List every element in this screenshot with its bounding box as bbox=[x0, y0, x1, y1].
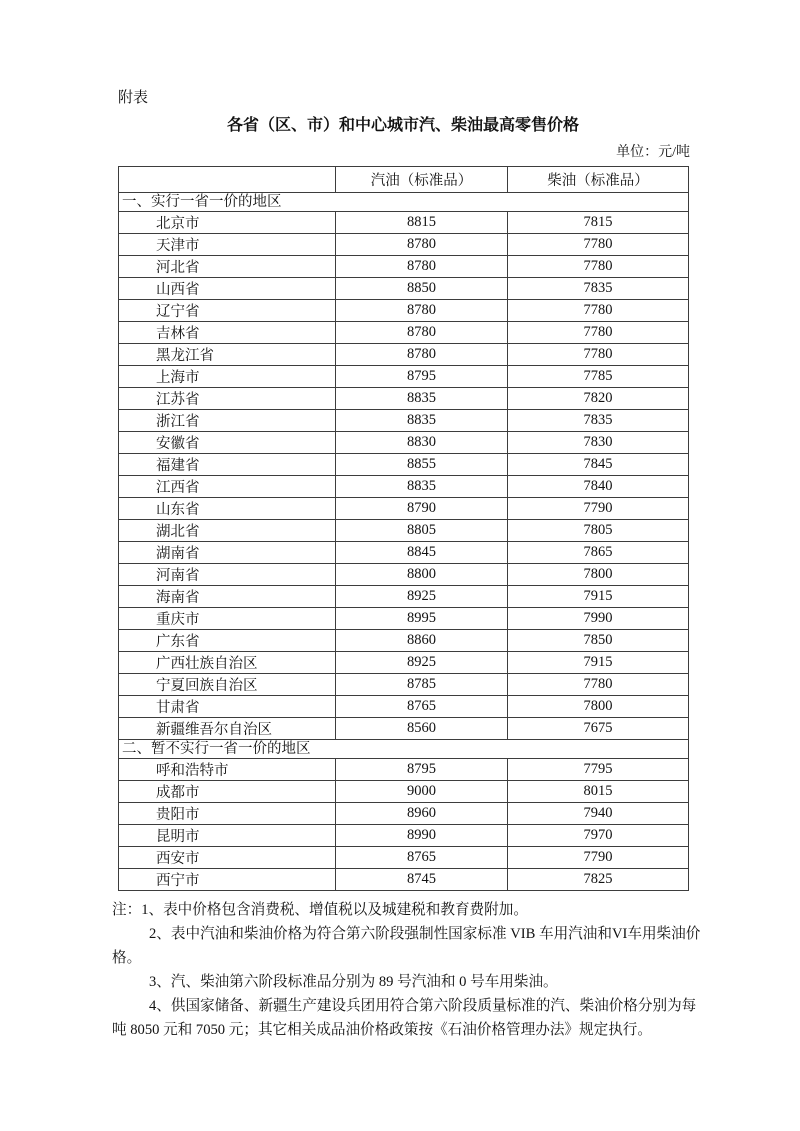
unit-label: 单位：元/吨 bbox=[616, 145, 690, 160]
diesel-price-cell: 7780 bbox=[508, 234, 689, 256]
diesel-price-cell: 7970 bbox=[508, 825, 689, 847]
diesel-price-cell: 7915 bbox=[508, 652, 689, 674]
region-cell: 昆明市 bbox=[119, 825, 336, 847]
region-cell: 西安市 bbox=[119, 847, 336, 869]
note-line: 吨 8050 元和 7050 元；其它相关成品油价格政策按《石油价格管理办法》规定执行。 bbox=[112, 1022, 652, 1038]
region-cell: 海南省 bbox=[119, 586, 336, 608]
region-cell: 北京市 bbox=[119, 212, 336, 234]
gasoline-price-cell: 8850 bbox=[336, 278, 508, 300]
diesel-price-cell: 7805 bbox=[508, 520, 689, 542]
table-row bbox=[119, 586, 689, 608]
diesel-column-header: 柴油（标准品） bbox=[508, 167, 689, 193]
table-row bbox=[119, 847, 689, 869]
diesel-price-cell: 7825 bbox=[508, 869, 689, 891]
table-row bbox=[119, 718, 689, 740]
diesel-price-cell: 7780 bbox=[508, 322, 689, 344]
region-cell: 贵阳市 bbox=[119, 803, 336, 825]
gasoline-price-cell: 8780 bbox=[336, 322, 508, 344]
table-row bbox=[119, 696, 689, 718]
gasoline-price-cell: 8780 bbox=[336, 300, 508, 322]
region-cell: 辽宁省 bbox=[119, 300, 336, 322]
note-line: 3、汽、柴油第六阶段标准品分别为 89 号汽油和 0 号车用柴油。 bbox=[149, 974, 558, 990]
diesel-price-cell: 7780 bbox=[508, 300, 689, 322]
region-cell: 宁夏回族自治区 bbox=[119, 674, 336, 696]
note-line: 4、供国家储备、新疆生产建设兵团用符合第六阶段质量标准的汽、柴油价格分别为每 bbox=[149, 998, 697, 1014]
region-cell: 湖南省 bbox=[119, 542, 336, 564]
gasoline-price-cell: 8780 bbox=[336, 256, 508, 278]
region-cell: 黑龙江省 bbox=[119, 344, 336, 366]
gasoline-price-cell: 8835 bbox=[336, 410, 508, 432]
diesel-price-cell: 7850 bbox=[508, 630, 689, 652]
region-cell: 河北省 bbox=[119, 256, 336, 278]
gasoline-price-cell: 8780 bbox=[336, 344, 508, 366]
table-row bbox=[119, 759, 689, 781]
diesel-price-cell: 7830 bbox=[508, 432, 689, 454]
table-row bbox=[119, 388, 689, 410]
gasoline-price-cell: 8790 bbox=[336, 498, 508, 520]
gasoline-price-cell: 8845 bbox=[336, 542, 508, 564]
table-row bbox=[119, 278, 689, 300]
table-row bbox=[119, 322, 689, 344]
gasoline-price-cell: 8855 bbox=[336, 454, 508, 476]
gasoline-price-cell: 8815 bbox=[336, 212, 508, 234]
region-cell: 江西省 bbox=[119, 476, 336, 498]
table-row bbox=[119, 476, 689, 498]
diesel-price-cell: 7800 bbox=[508, 696, 689, 718]
table-row bbox=[119, 652, 689, 674]
diesel-price-cell: 7780 bbox=[508, 674, 689, 696]
gasoline-price-cell: 8805 bbox=[336, 520, 508, 542]
diesel-price-cell: 7840 bbox=[508, 476, 689, 498]
table-row bbox=[119, 630, 689, 652]
diesel-price-cell: 7780 bbox=[508, 344, 689, 366]
price-table-body bbox=[119, 193, 689, 891]
table-row bbox=[119, 564, 689, 586]
gasoline-price-cell: 8765 bbox=[336, 847, 508, 869]
diesel-price-cell: 7795 bbox=[508, 759, 689, 781]
diesel-price-cell: 7915 bbox=[508, 586, 689, 608]
region-cell: 福建省 bbox=[119, 454, 336, 476]
notes-section bbox=[112, 898, 712, 1042]
document-content bbox=[112, 88, 712, 1042]
gasoline-price-cell: 8990 bbox=[336, 825, 508, 847]
section-header-cell: 一、实行一省一价的地区 bbox=[119, 193, 689, 212]
note-line: 注：1、表中价格包含消费税、增值税以及城建税和教育费附加。 bbox=[112, 902, 528, 918]
table-row bbox=[119, 410, 689, 432]
diesel-price-cell: 8015 bbox=[508, 781, 689, 803]
appendix-label: 附表 bbox=[118, 90, 149, 106]
gasoline-price-cell: 8795 bbox=[336, 366, 508, 388]
table-header-row bbox=[119, 167, 689, 193]
gasoline-price-cell: 8925 bbox=[336, 652, 508, 674]
diesel-price-cell: 7675 bbox=[508, 718, 689, 740]
gasoline-price-cell: 8835 bbox=[336, 388, 508, 410]
region-cell: 河南省 bbox=[119, 564, 336, 586]
gasoline-price-cell: 8925 bbox=[336, 586, 508, 608]
region-cell: 甘肃省 bbox=[119, 696, 336, 718]
table-row bbox=[119, 674, 689, 696]
table-row bbox=[119, 542, 689, 564]
region-cell: 广东省 bbox=[119, 630, 336, 652]
region-cell: 上海市 bbox=[119, 366, 336, 388]
gasoline-price-cell: 9000 bbox=[336, 781, 508, 803]
section-header-cell: 二、暂不实行一省一价的地区 bbox=[119, 740, 689, 759]
diesel-price-cell: 7820 bbox=[508, 388, 689, 410]
table-row bbox=[119, 344, 689, 366]
gasoline-column-header: 汽油（标准品） bbox=[336, 167, 508, 193]
diesel-price-cell: 7865 bbox=[508, 542, 689, 564]
table-row bbox=[119, 300, 689, 322]
table-row bbox=[119, 432, 689, 454]
gasoline-price-cell: 8830 bbox=[336, 432, 508, 454]
table-row bbox=[119, 256, 689, 278]
gasoline-price-cell: 8860 bbox=[336, 630, 508, 652]
section-header-row bbox=[119, 740, 689, 759]
region-cell: 山东省 bbox=[119, 498, 336, 520]
region-column-header bbox=[119, 167, 336, 193]
region-cell: 浙江省 bbox=[119, 410, 336, 432]
gasoline-price-cell: 8795 bbox=[336, 759, 508, 781]
table-row bbox=[119, 366, 689, 388]
region-cell: 呼和浩特市 bbox=[119, 759, 336, 781]
region-cell: 成都市 bbox=[119, 781, 336, 803]
diesel-price-cell: 7780 bbox=[508, 256, 689, 278]
note-line: 格。 bbox=[112, 950, 142, 966]
table-row bbox=[119, 803, 689, 825]
diesel-price-cell: 7990 bbox=[508, 608, 689, 630]
diesel-price-cell: 7835 bbox=[508, 278, 689, 300]
region-cell: 江苏省 bbox=[119, 388, 336, 410]
table-row bbox=[119, 825, 689, 847]
gasoline-price-cell: 8800 bbox=[336, 564, 508, 586]
diesel-price-cell: 7790 bbox=[508, 498, 689, 520]
region-cell: 湖北省 bbox=[119, 520, 336, 542]
gasoline-price-cell: 8835 bbox=[336, 476, 508, 498]
table-row bbox=[119, 234, 689, 256]
gasoline-price-cell: 8780 bbox=[336, 234, 508, 256]
table-row bbox=[119, 498, 689, 520]
table-row bbox=[119, 781, 689, 803]
diesel-price-cell: 7785 bbox=[508, 366, 689, 388]
section-header-row bbox=[119, 193, 689, 212]
gasoline-price-cell: 8995 bbox=[336, 608, 508, 630]
region-cell: 重庆市 bbox=[119, 608, 336, 630]
gasoline-price-cell: 8560 bbox=[336, 718, 508, 740]
diesel-price-cell: 7835 bbox=[508, 410, 689, 432]
diesel-price-cell: 7800 bbox=[508, 564, 689, 586]
diesel-price-cell: 7940 bbox=[508, 803, 689, 825]
table-row bbox=[119, 212, 689, 234]
table-row bbox=[119, 608, 689, 630]
diesel-price-cell: 7815 bbox=[508, 212, 689, 234]
region-cell: 新疆维吾尔自治区 bbox=[119, 718, 336, 740]
table-row bbox=[119, 520, 689, 542]
table-row bbox=[119, 869, 689, 891]
document-title: 各省（区、市）和中心城市汽、柴油最高零售价格 bbox=[226, 117, 579, 134]
diesel-price-cell: 7845 bbox=[508, 454, 689, 476]
region-cell: 西宁市 bbox=[119, 869, 336, 891]
gasoline-price-cell: 8745 bbox=[336, 869, 508, 891]
gasoline-price-cell: 8765 bbox=[336, 696, 508, 718]
region-cell: 安徽省 bbox=[119, 432, 336, 454]
region-cell: 吉林省 bbox=[119, 322, 336, 344]
region-cell: 天津市 bbox=[119, 234, 336, 256]
region-cell: 山西省 bbox=[119, 278, 336, 300]
gasoline-price-cell: 8785 bbox=[336, 674, 508, 696]
price-table bbox=[118, 166, 689, 891]
gasoline-price-cell: 8960 bbox=[336, 803, 508, 825]
diesel-price-cell: 7790 bbox=[508, 847, 689, 869]
region-cell: 广西壮族自治区 bbox=[119, 652, 336, 674]
table-row bbox=[119, 454, 689, 476]
note-line: 2、表中汽油和柴油价格为符合第六阶段强制性国家标准 VIB 车用汽油和VI车用柴油价 bbox=[149, 926, 701, 942]
